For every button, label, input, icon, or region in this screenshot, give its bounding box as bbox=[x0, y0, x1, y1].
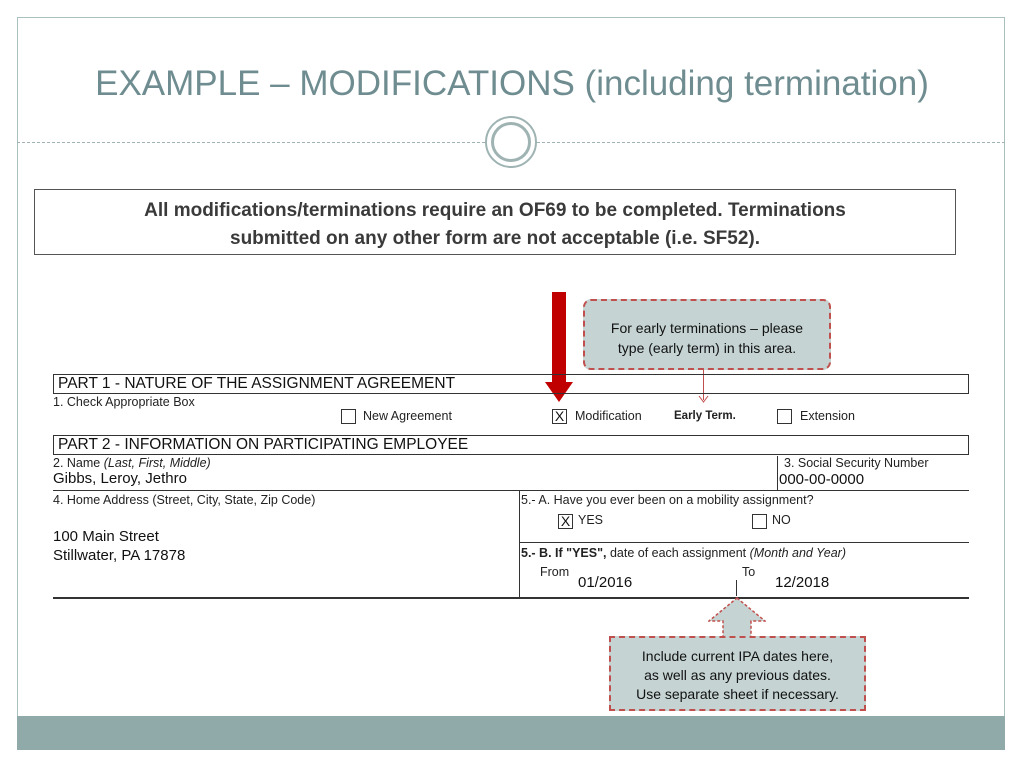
new-agreement-label: New Agreement bbox=[363, 409, 452, 423]
notice-line-1: All modifications/terminations require an OF69 to be completed. Terminations bbox=[144, 200, 846, 221]
callout-bottom-line-2: as well as any previous dates. bbox=[644, 667, 831, 683]
from-label: From bbox=[540, 565, 570, 579]
q5b-label bbox=[521, 546, 846, 560]
early-term-entry[interactable]: Early Term. bbox=[674, 410, 736, 422]
address-line-2[interactable]: Stillwater, PA 17878 bbox=[53, 547, 186, 564]
to-label: To bbox=[742, 565, 756, 579]
to-field[interactable]: 12/2018 bbox=[775, 574, 830, 591]
callout-top-line-1: For early terminations – please bbox=[610, 320, 804, 336]
yes-label: YES bbox=[578, 513, 604, 527]
form-bottom-border bbox=[53, 597, 969, 599]
name-field[interactable]: Gibbs, Leroy, Jethro bbox=[53, 470, 187, 487]
no-label: NO bbox=[772, 513, 791, 527]
extension-label: Extension bbox=[800, 409, 855, 423]
ssn-field[interactable]: 000-00-0000 bbox=[779, 471, 865, 488]
no-checkbox[interactable] bbox=[752, 514, 767, 529]
check-box-label: 1. Check Appropriate Box bbox=[53, 395, 195, 409]
callout-top-line-2: type (early term) in this area. bbox=[617, 340, 797, 356]
name-label-prefix: 2. Name bbox=[53, 456, 104, 470]
part2-header: PART 2 - INFORMATION ON PARTICIPATING EMPLOYEE bbox=[53, 435, 969, 455]
row-divider bbox=[53, 490, 969, 491]
address-label: 4. Home Address (Street, City, State, Zip Code) bbox=[53, 493, 316, 507]
modification-checkbox[interactable]: X bbox=[552, 409, 567, 424]
callout-up-arrow-icon bbox=[708, 597, 766, 639]
q5b-hint: (Month and Year) bbox=[749, 546, 846, 560]
new-agreement-checkbox[interactable] bbox=[341, 409, 356, 424]
callout-ipa-dates bbox=[609, 636, 866, 711]
name-label bbox=[53, 456, 211, 470]
q5b-middle: date of each assignment bbox=[606, 546, 750, 560]
yes-checkbox[interactable]: X bbox=[558, 514, 573, 529]
ssn-divider bbox=[777, 456, 778, 490]
part1-header: PART 1 - NATURE OF THE ASSIGNMENT AGREEMENT bbox=[53, 374, 969, 394]
from-to-divider bbox=[736, 580, 737, 596]
q5a-label: 5.- A. Have you ever been on a mobility assignment? bbox=[521, 493, 814, 507]
q5-divider bbox=[519, 542, 969, 543]
notice-line-2: submitted on any other form are not acceptable (i.e. SF52). bbox=[230, 228, 760, 249]
ssn-label: 3. Social Security Number bbox=[784, 456, 929, 470]
name-label-hint: (Last, First, Middle) bbox=[103, 456, 211, 470]
footer-bar bbox=[17, 716, 1005, 750]
section-divider bbox=[519, 490, 520, 598]
early-term-text: Early Term bbox=[674, 410, 733, 422]
slide-title: EXAMPLE – MODIFICATIONS (including termination) bbox=[95, 64, 929, 103]
from-field[interactable]: 01/2016 bbox=[578, 574, 633, 591]
q5b-prefix: 5.- B. If "YES", bbox=[521, 546, 607, 560]
modification-label: Modification bbox=[575, 409, 642, 423]
callout-bottom-line-3: Use separate sheet if necessary. bbox=[636, 686, 839, 702]
callout-bottom-line-1: Include current IPA dates here, bbox=[641, 648, 834, 664]
extension-checkbox[interactable] bbox=[777, 409, 792, 424]
address-line-1[interactable]: 100 Main Street bbox=[53, 528, 159, 545]
